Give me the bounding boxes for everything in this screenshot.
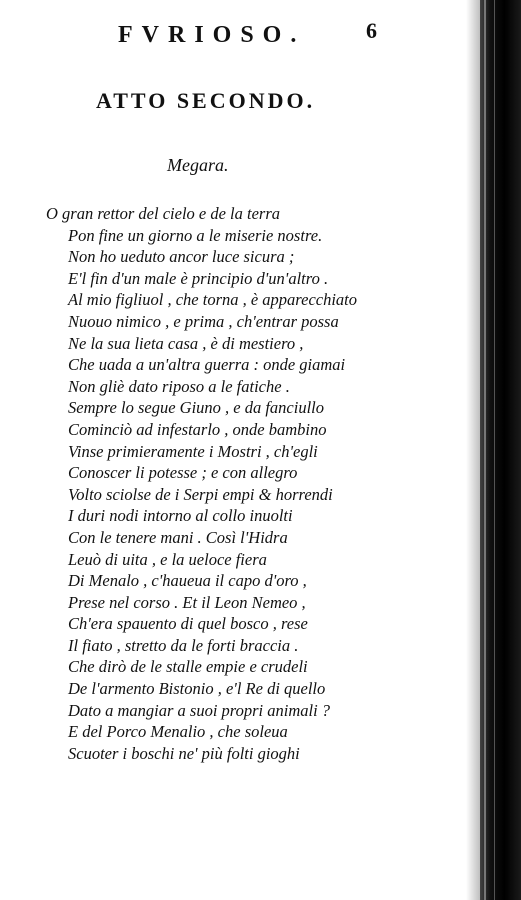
verse-line: O gran rettor del cielo e de la terra (46, 204, 281, 223)
verse-line: Cominciò ad infestarlo , onde bambino (68, 419, 327, 439)
verse-line: Ne la sua lieta casa , è di mestiero , (68, 333, 304, 353)
verse-block (46, 203, 357, 764)
speaker-name: Megara. (167, 155, 229, 175)
page-number: 6 (366, 18, 377, 43)
verse-line: Ch'era spauento di quel bosco , rese (68, 614, 308, 634)
verse-line: Dato a mangiar a suoi propri animali ? (68, 700, 331, 720)
book-binding-edge (480, 0, 521, 900)
verse-line: Sempre lo segue Giuno , e da fanciullo (68, 398, 325, 418)
verse-line: Pon fine un giorno a le miserie nostre. (68, 225, 323, 245)
gutter-shadow (466, 0, 480, 900)
verse-line: Conoscer li potesse ; e con allegro (68, 463, 298, 483)
verse-line: Scuoter i boschi ne' più folti gioghi (68, 743, 300, 763)
verse-line: Vinse primieramente i Mostri , ch'egli (68, 441, 318, 461)
verse-line: Di Menalo , c'haueua il capo d'oro , (68, 571, 307, 591)
verse-line: Non gliè dato riposo a le fatiche . (68, 376, 290, 396)
verse-line: De l'armento Bistonio , e'l Re di quello (68, 679, 326, 699)
verse-line: Al mio figliuol , che torna , è apparecchiato (68, 290, 358, 310)
verse-line: E del Porco Menalio , che soleua (68, 722, 288, 742)
verse-line: Non ho ueduto ancor luce sicura ; (68, 247, 295, 267)
act-title: ATTO SECONDO. (96, 88, 316, 113)
verse-line: E'l fin d'un male è principio d'un'altro . (68, 268, 329, 288)
verse-line: Che uada a un'altra guerra : onde giamai (68, 355, 346, 375)
verse-line: Che dirò de le stalle empie e crudeli (68, 657, 308, 677)
verse-line: Leuò di uita , e la ueloce fiera (68, 549, 267, 569)
verse-line: Nuouo nimico , e prima , ch'entrar possa (68, 311, 339, 331)
verse-line: Prese nel corso . Et il Leon Nemeo , (68, 592, 306, 612)
running-head: FVRIOSO. (118, 22, 306, 48)
verse-line: I duri nodi intorno al collo inuolti (68, 506, 293, 526)
verse-line: Con le tenere mani . Così l'Hidra (68, 527, 288, 547)
verse-line: Il fiato , stretto da le forti braccia . (68, 635, 299, 655)
verse-line: Volto sciolse de i Serpi empi & horrendi (68, 484, 333, 504)
